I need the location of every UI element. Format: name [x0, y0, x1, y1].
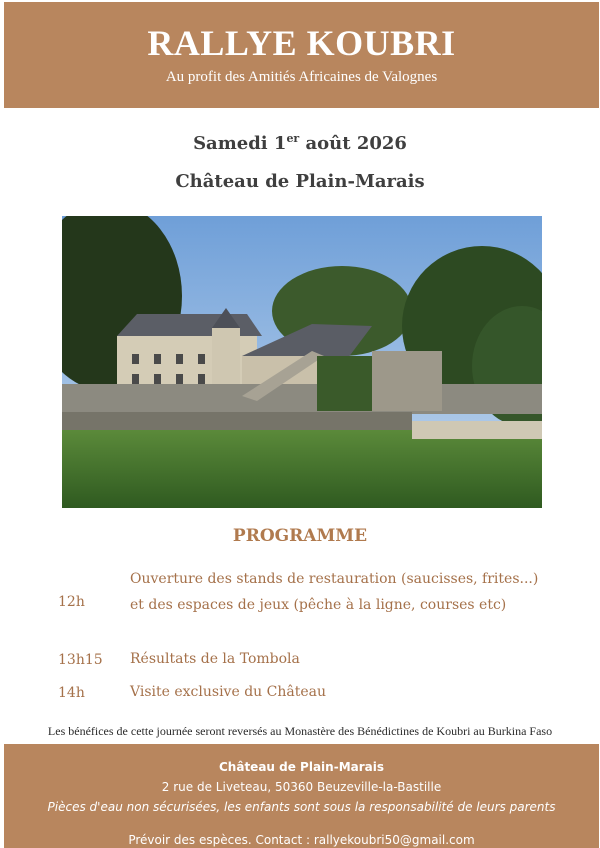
programme-time-3: 14h [58, 685, 85, 701]
footer-address: 2 rue de Liveteau, 50360 Beuzeville-la-Bastille [161, 780, 442, 794]
programme-text-1: Ouverture des stands de restauration (saucisses, frites...) et des espaces de jeux (pêche à la ligne, courses etc) [130, 571, 539, 613]
footer-venue-name: Château de Plain-Marais [219, 760, 384, 774]
header-banner [4, 2, 599, 108]
chateau-photo [62, 216, 542, 508]
event-date-suffix: août 2026 [299, 133, 407, 154]
chateau-illustration [62, 216, 542, 508]
event-date-sup: er [286, 132, 300, 145]
footer-warning: Pièces d'eau non sécurisées, les enfants sont sous la responsabilité de leurs parents [47, 800, 556, 814]
event-date [0, 132, 600, 154]
programme-text-2: Résultats de la Tombola [130, 651, 300, 667]
event-venue: Château de Plain-Marais [175, 171, 425, 192]
page-title: RALLYE KOUBRI [147, 23, 456, 63]
beneficiary-note: Les bénéfices de cette journée seront reversés au Monastère des Bénédictines de Koubri au Burkina Faso [47, 724, 553, 738]
footer-banner [4, 744, 599, 848]
footer-contact: Prévoir des espèces. Contact : rallyekoubri50@gmail.com [128, 833, 475, 847]
programme-text-3: Visite exclusive du Château [130, 684, 326, 700]
programme-title: PROGRAMME [232, 526, 368, 546]
page-subtitle: Au profit des Amitiés Africaines de Valognes [165, 69, 438, 85]
programme-time-1: 12h [58, 594, 85, 610]
programme-time-2: 13h15 [58, 652, 103, 668]
event-date-prefix: Samedi 1 [193, 133, 287, 154]
